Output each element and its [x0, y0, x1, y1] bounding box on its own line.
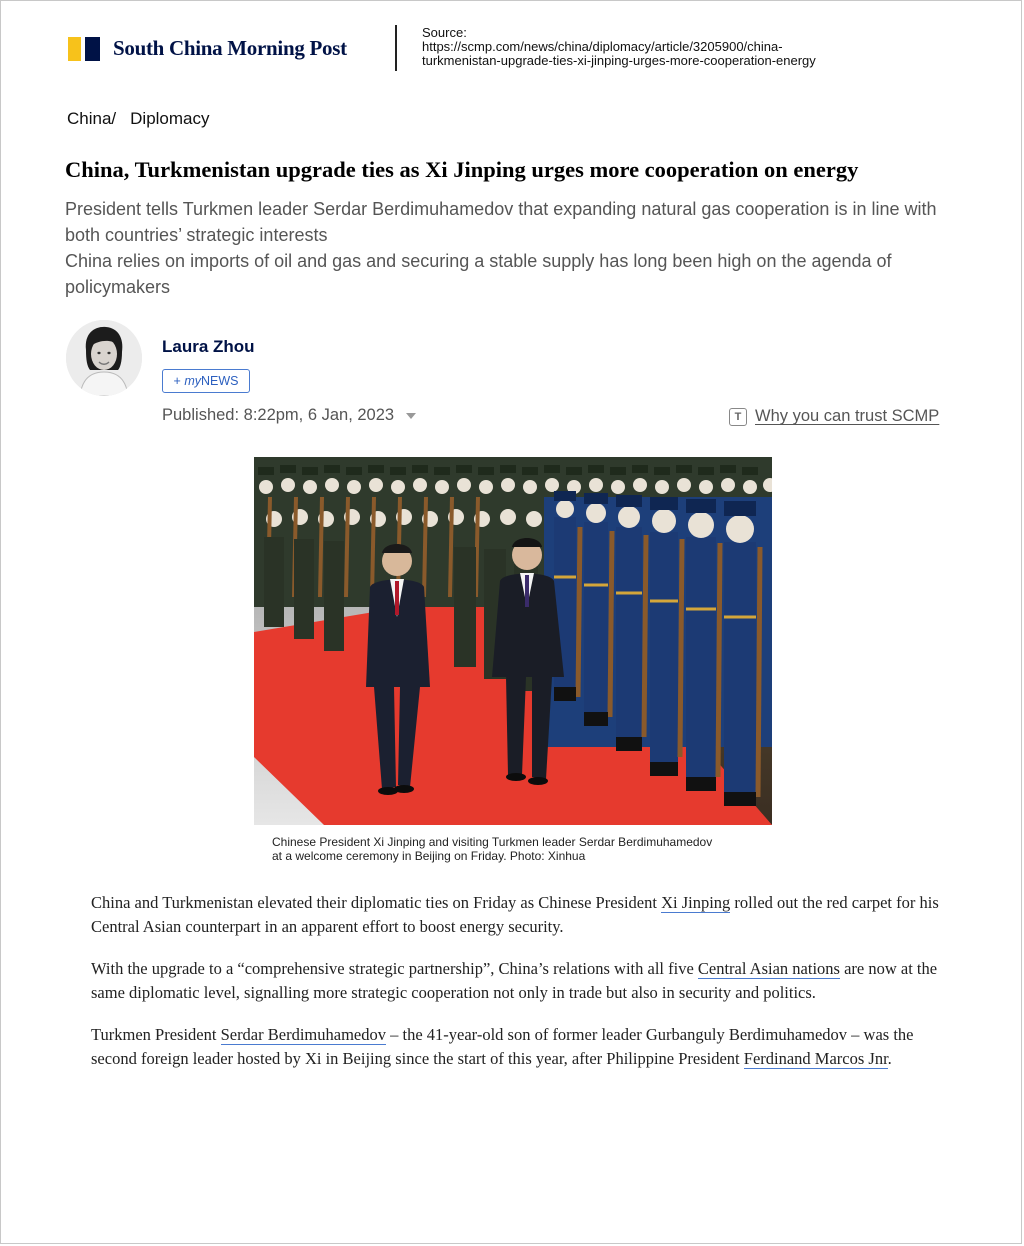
link-serdar-berdimuhamedov[interactable]: Serdar Berdimuhamedov — [220, 1025, 386, 1044]
logo-text: South China Morning Post — [113, 36, 347, 60]
p3-text-c: . — [887, 1048, 892, 1068]
source-label: Source: — [422, 25, 467, 40]
breadcrumb-section[interactable]: China/ — [67, 109, 117, 128]
link-central-asian-nations[interactable]: Central Asian nations — [697, 959, 840, 978]
trust-icon: T — [729, 408, 747, 426]
article-photo[interactable] — [254, 457, 772, 825]
p2-text-b: are now at the same diplomatic level, signalling more strategic cooperation not only in trade but also in security and politics. — [91, 959, 938, 1002]
link-ferdinand-marcos-jnr[interactable]: Ferdinand Marcos Jnr — [743, 1048, 888, 1068]
source-block — [422, 26, 816, 68]
paragraph-3 — [91, 1023, 941, 1070]
summary-point-2: China relies on imports of oil and gas and securing a stable supply has long been high on the agenda of policymakers — [65, 251, 892, 297]
published-text: Published: 8:22pm, 6 Jan, 2023 — [162, 406, 395, 424]
article-summary — [65, 196, 965, 300]
source-url-line-1[interactable]: https://scmp.com/news/china/diplomacy/article/3205900/china- — [422, 39, 783, 54]
published-date[interactable] — [162, 406, 416, 425]
source-url-line-2[interactable]: turkmenistan-upgrade-ties-xi-jinping-urges-more-cooperation-energy — [422, 53, 816, 68]
link-xi-jinping[interactable]: Xi Jinping — [661, 893, 731, 912]
photo-caption — [272, 835, 762, 863]
p1-text-a: China and Turkmenistan elevated their diplomatic ties on Friday as Chinese President — [91, 893, 662, 912]
welcome-ceremony-image — [254, 457, 772, 825]
chevron-down-icon — [406, 413, 416, 419]
follow-mynews-button[interactable] — [162, 369, 250, 393]
p2-text-a: With the upgrade to a “comprehensive strategic partnership”, China’s relations with all five — [91, 959, 698, 978]
article-headline: China, Turkmenistan upgrade ties as Xi Jinping urges more cooperation on energy — [65, 157, 859, 182]
follow-plus: + — [173, 374, 181, 388]
trust-link-text: Why you can trust SCMP — [755, 407, 940, 425]
breadcrumb-subsection[interactable]: Diplomacy — [130, 109, 210, 128]
follow-news: NEWS — [200, 374, 239, 388]
logo-mark-icon — [68, 37, 100, 61]
paragraph-1 — [91, 891, 941, 938]
paragraph-2 — [91, 957, 941, 1004]
p3-text-a: Turkmen President — [91, 1025, 221, 1044]
p1-text-b: rolled out the red carpet for his Central Asian counterpart in an apparent effort to boost energy security. — [91, 893, 939, 936]
trust-scmp-link[interactable] — [729, 407, 939, 426]
p3-text-b: – the 41-year-old son of former leader Gurbanguly Berdimuhamedov – was the second foreign leader hosted by Xi in Beijing since the start of this year, after Philippine President — [91, 1025, 914, 1068]
article-body — [91, 891, 941, 1089]
author-name[interactable]: Laura Zhou — [162, 337, 255, 356]
caption-line-1: Chinese President Xi Jinping and visiting Turkmen leader Serdar Berdimuhamedov — [272, 835, 713, 849]
header-divider — [395, 25, 397, 71]
follow-my: my — [184, 374, 201, 388]
author-avatar[interactable] — [66, 320, 142, 396]
caption-line-2: at a welcome ceremony in Beijing on Friday. Photo: Xinhua — [272, 849, 586, 863]
scmp-logo[interactable] — [68, 36, 347, 61]
breadcrumb — [65, 109, 210, 129]
summary-point-1: President tells Turkmen leader Serdar Berdimuhamedov that expanding natural gas cooperation is in line with both countries’ strategic interests — [65, 199, 937, 245]
